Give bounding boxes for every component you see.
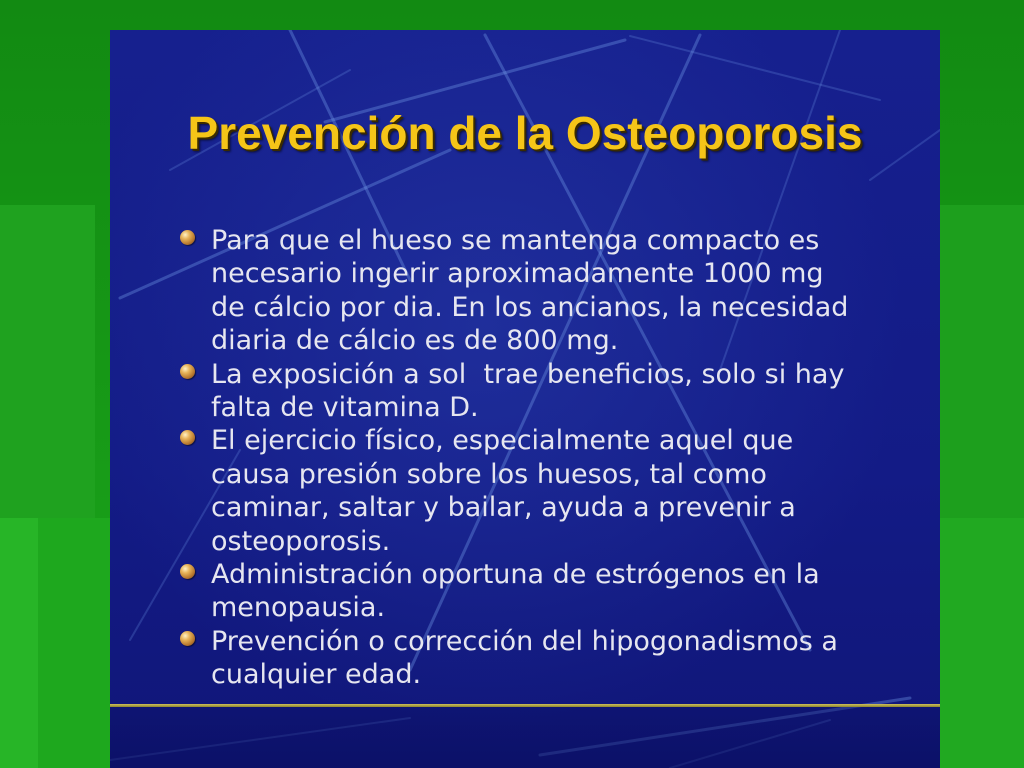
bullet-text-line: menopausia.	[211, 592, 386, 624]
bullet-list	[211, 224, 848, 692]
background-step-right-upper	[940, 205, 1024, 518]
bullet-text-line: Administración oportuna de estrógenos en la	[211, 559, 820, 591]
bullet-text-line: osteoporosis.	[211, 525, 391, 557]
bullet-item	[211, 625, 848, 692]
bullet-item	[211, 424, 848, 558]
background-step-right-lower	[940, 518, 1024, 768]
bullet-item	[211, 558, 848, 625]
bullet-text-line: diaria de cálcio es de 800 mg.	[211, 325, 619, 357]
bullet-text-line: causa presión sobre los huesos, tal como	[211, 458, 767, 490]
sphere-bullet-icon	[180, 364, 195, 379]
sphere-bullet-icon	[180, 564, 195, 579]
bullet-text-line: necesario ingerir aproximadamente 1000 mg	[211, 258, 824, 290]
bullet-text-line: El ejercicio físico, especialmente aquel que	[211, 425, 794, 457]
bullet-text-line: La exposición a sol trae beneficios, solo si hay	[211, 358, 845, 390]
bullet-text-line: de cálcio por dia. En los ancianos, la necesidad	[211, 291, 849, 323]
bullet-item	[211, 224, 848, 358]
decorative-line	[630, 36, 880, 100]
bullet-item	[211, 358, 848, 425]
bullet-text-line: caminar, saltar y bailar, ayuda a prevenir a	[211, 492, 796, 524]
slide-title: Prevención de la Osteoporosis	[187, 107, 863, 159]
slide-panel	[110, 30, 940, 768]
bullet-text-line: cualquier edad.	[211, 659, 422, 691]
sphere-bullet-icon	[180, 631, 195, 646]
sphere-bullet-icon	[180, 230, 195, 245]
background-step-left-lower	[0, 518, 38, 768]
bullet-text-line: Para que el hueso se mantenga compacto es	[211, 225, 820, 256]
background-step-left-edge	[38, 518, 110, 768]
bullet-text-line: Prevención o corrección del hipogonadismos a	[211, 625, 838, 657]
footer-band	[110, 707, 940, 768]
bullet-text-line: falta de vitamina D.	[211, 392, 479, 424]
